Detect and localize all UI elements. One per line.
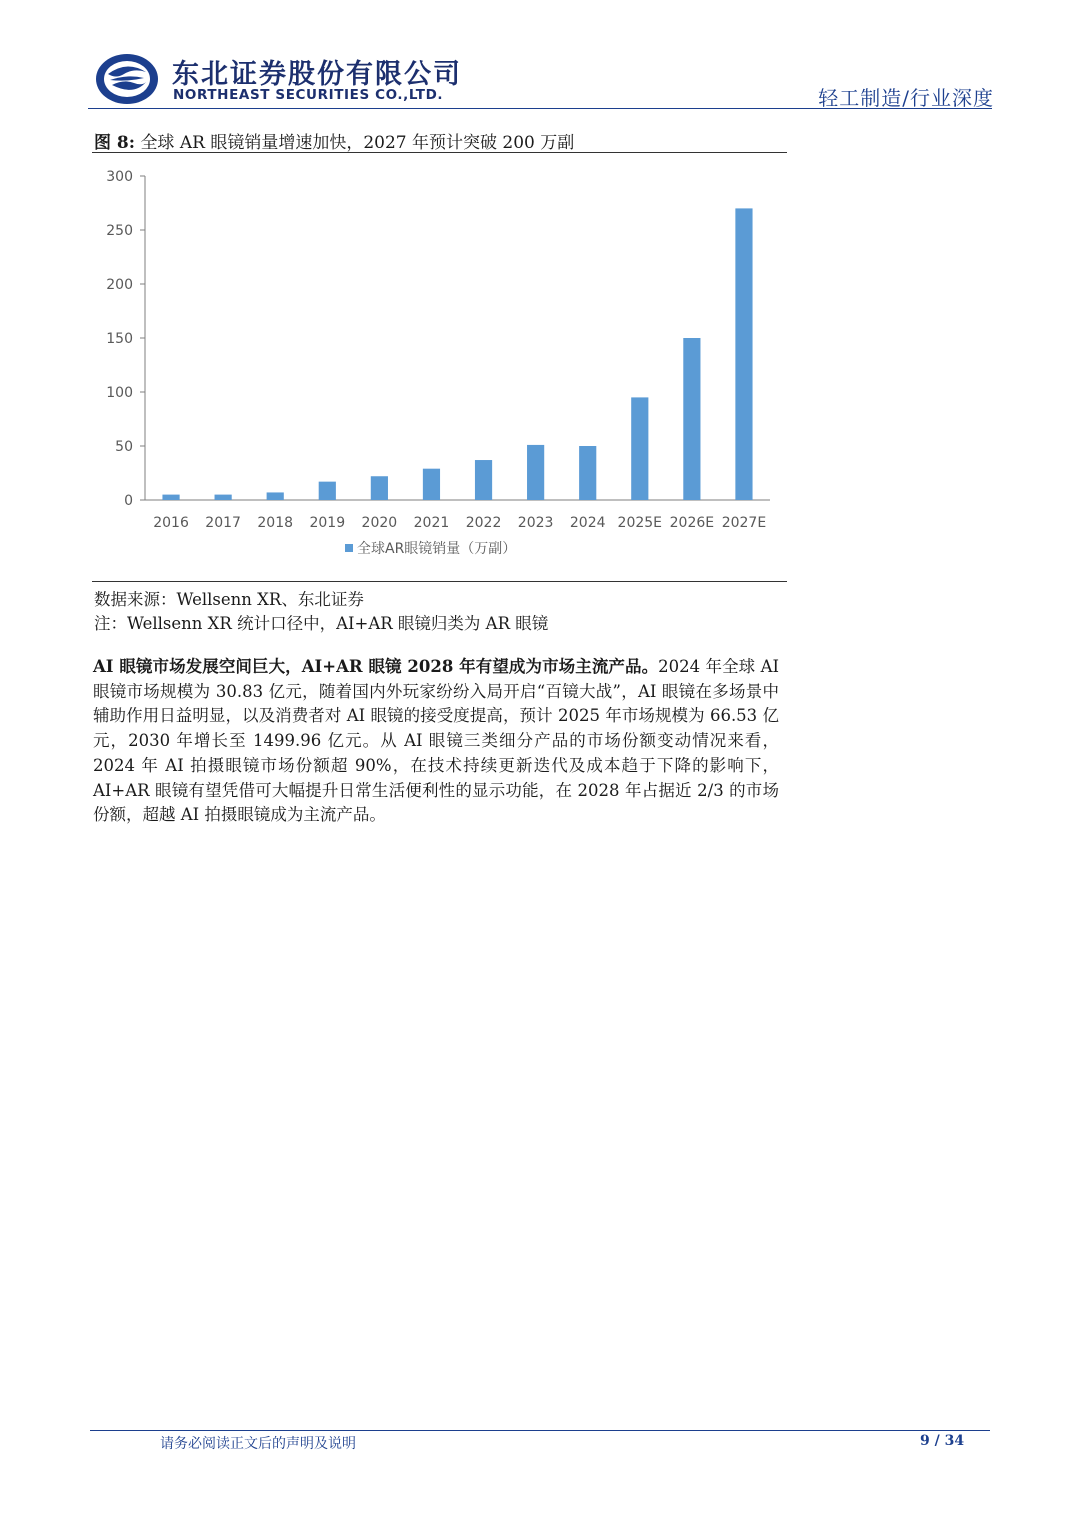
x-tick-label: 2021 xyxy=(413,515,450,531)
bar-2016 xyxy=(162,495,179,500)
figure-top-rule xyxy=(92,152,787,153)
x-tick-label: 2026E xyxy=(669,515,715,531)
legend-swatch xyxy=(345,544,353,552)
bar-2026E xyxy=(683,338,700,500)
figure-source: 数据来源：Wellsenn XR、东北证券 xyxy=(94,590,364,609)
bar-2019 xyxy=(319,482,336,500)
figure-title-text: 全球 AR 眼镜销量增速加快，2027 年预计突破 200 万副 xyxy=(140,133,575,153)
y-tick-label: 50 xyxy=(115,439,133,455)
footer-disclaimer: 请务必阅读正文后的声明及说明 xyxy=(160,1436,356,1452)
x-tick-label: 2027E xyxy=(721,515,767,531)
bar-2021 xyxy=(423,469,440,500)
body-paragraph xyxy=(93,655,779,828)
northeast-securities-logo-icon xyxy=(94,52,160,106)
bar-2027E xyxy=(735,208,752,500)
bar-2017 xyxy=(215,495,232,500)
sales-bar-chart xyxy=(92,156,787,576)
x-tick-label: 2019 xyxy=(309,515,346,531)
bar-2023 xyxy=(527,445,544,500)
y-tick-label: 200 xyxy=(106,277,133,293)
document-category: 轻工制造/行业深度 xyxy=(818,86,994,110)
page-number: 9 / 34 xyxy=(920,1433,965,1449)
paragraph-lead: AI 眼镜市场发展空间巨大，AI+AR 眼镜 2028 年有望成为市场主流产品。 xyxy=(93,657,659,676)
x-tick-label: 2018 xyxy=(257,515,294,531)
figure-title xyxy=(94,128,574,153)
y-tick-label: 250 xyxy=(106,223,133,239)
footer-divider xyxy=(90,1430,990,1431)
legend-label: 全球AR眼镜销量（万副） xyxy=(357,541,517,557)
x-tick-label: 2022 xyxy=(465,515,502,531)
y-tick-label: 150 xyxy=(106,331,133,347)
y-tick-label: 300 xyxy=(106,169,133,185)
bar-2020 xyxy=(371,476,388,500)
company-name-cn: 东北证券股份有限公司 xyxy=(172,59,462,90)
company-name-en: NORTHEAST SECURITIES CO.,LTD. xyxy=(173,87,444,103)
bar-2022 xyxy=(475,460,492,500)
figure-label: 图 8: xyxy=(94,133,136,153)
y-tick-label: 100 xyxy=(106,385,133,401)
x-tick-label: 2016 xyxy=(153,515,189,531)
x-tick-label: 2023 xyxy=(517,515,554,531)
bar-2024 xyxy=(579,446,596,500)
header-divider xyxy=(88,108,992,109)
figure-note: 注：Wellsenn XR 统计口径中，AI+AR 眼镜归类为 AR 眼镜 xyxy=(94,614,549,633)
bar-2025E xyxy=(631,397,648,500)
y-tick-label: 0 xyxy=(124,493,133,509)
x-tick-label: 2017 xyxy=(205,515,241,531)
x-tick-label: 2025E xyxy=(617,515,663,531)
x-tick-label: 2024 xyxy=(569,515,606,531)
figure-bottom-rule xyxy=(92,581,787,582)
bar-2018 xyxy=(267,492,284,500)
paragraph-text: 2024 年全球 AI 眼镜市场规模为 30.83 亿元，随着国内外玩家纷纷入局开启“百镜大战”，AI 眼镜在多场景中辅助作用日益明显，以及消费者对 AI 眼镜的接受度提高，预计 2025 年市场规模为 66.53 亿元，2030 年增长至 1499.96 亿元。从 AI 眼镜三类细分产品的市场份额变动情况来看，2024 年 AI 拍摄眼镜市场份额超 90%，在技术持续更新迭代及成本趋于下降的影响下，AI+AR 眼镜有望凭借可大幅提升日常生活便利性的显示功能，在 2028 年占据近 2/3 的市场份额，超越 AI 拍摄眼镜成为主流产品。 xyxy=(93,657,779,825)
x-tick-label: 2020 xyxy=(361,515,398,531)
